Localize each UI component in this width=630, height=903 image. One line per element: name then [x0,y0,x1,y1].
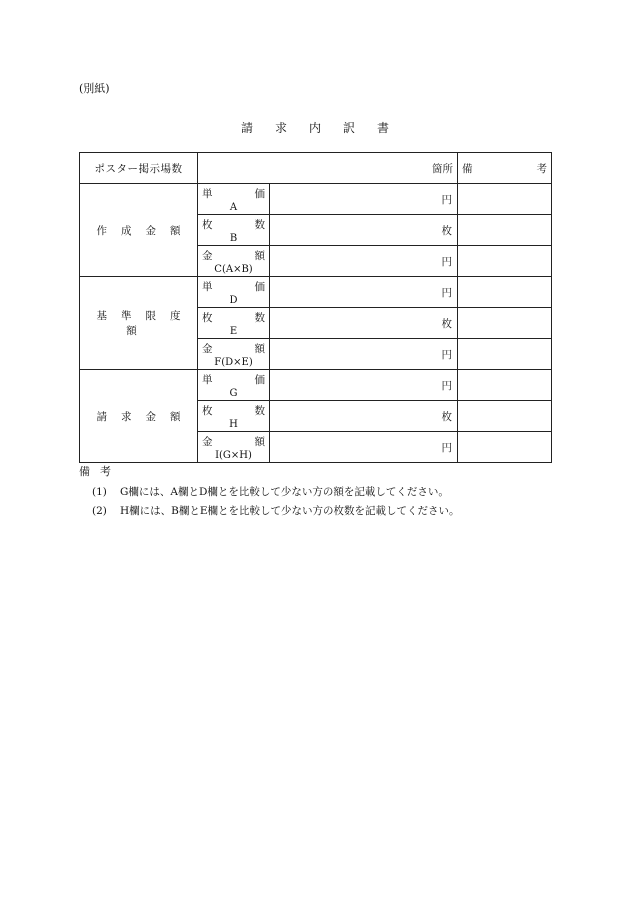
row-code: G [229,388,238,399]
value-cell: 枚 [270,308,458,339]
value-cell: 円 [270,184,458,215]
row-label: 枚 数 E [198,308,270,339]
remarks-cell [458,277,552,308]
row-code: A [229,202,238,213]
row-code: E [229,326,238,337]
group-label-standard-limit: 基準限度額 [80,277,198,370]
value-cell: 円 [270,432,458,463]
remarks-cell [458,432,552,463]
remarks-header-right: 考 [536,162,547,175]
remarks-cell [458,401,552,432]
row-code: I(G×H) [215,450,252,461]
table-header-row [80,153,552,184]
row-label: 単 価 D [198,277,270,308]
note-number: (2) [92,505,107,517]
row-code: B [229,233,238,244]
poster-sites-label: ポスター掲示場数 [80,153,198,184]
row-label: 枚 数 H [198,401,270,432]
row-label: 金 額 I(G×H) [198,432,270,463]
invoice-breakdown-table [79,152,552,463]
table-row [80,184,552,215]
remarks-cell [458,308,552,339]
table-row [80,370,552,401]
row-label: 枚 数 B [198,215,270,246]
remarks-cell [458,339,552,370]
note-text: H欄には、B欄とE欄とを比較して少ない方の枚数を記載してください。 [120,505,460,517]
note-item [92,484,449,499]
value-cell: 円 [270,370,458,401]
remarks-cell [458,215,552,246]
value-cell: 円 [270,339,458,370]
value-cell: 円 [270,246,458,277]
notes-heading: 備考 [79,465,121,478]
table-row [80,277,552,308]
row-label: 単 価 A [198,184,270,215]
group-label-production: 作成金額 [80,184,198,277]
remarks-cell [458,370,552,401]
value-cell: 枚 [270,401,458,432]
row-code: C(A×B) [214,264,253,275]
poster-sites-count-cell [198,153,458,184]
remarks-cell [458,246,552,277]
row-label: 金 額 F(D×E) [198,339,270,370]
value-cell: 枚 [270,215,458,246]
remarks-cell [458,184,552,215]
note-number: (1) [92,486,107,498]
annex-label: (別紙) [79,82,110,95]
page-title: 請求内訳書 [240,121,411,135]
remarks-header-left: 備 [462,162,473,175]
row-code: F(D×E) [214,357,253,368]
value-cell: 円 [270,277,458,308]
row-label: 単 価 G [198,370,270,401]
remarks-header [458,153,552,184]
row-label: 金 額 C(A×B) [198,246,270,277]
row-code: H [229,419,238,430]
note-item [92,503,460,518]
note-text: G欄には、A欄とD欄とを比較して少ない方の額を記載してください。 [120,486,449,498]
sites-unit: 箇所 [432,162,453,175]
row-code: D [229,295,238,306]
group-label-claim: 請求金額 [80,370,198,463]
